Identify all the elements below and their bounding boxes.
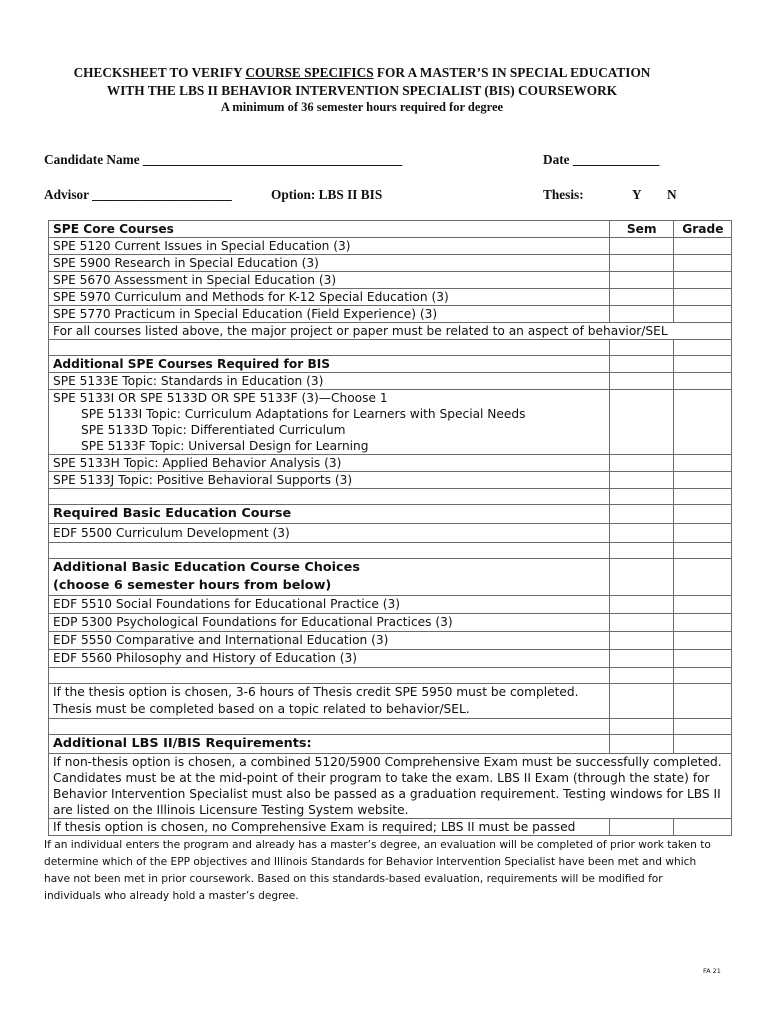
grade-column-header: Grade bbox=[673, 221, 731, 238]
title-line-1: CHECKSHEET TO VERIFY COURSE SPECIFICS FOR A MASTER’S IN SPECIAL EDUCATION bbox=[73, 65, 651, 80]
choose-one-label: SPE 5133I OR SPE 5133D OR SPE 5133F (3)—Choose 1 bbox=[53, 391, 388, 405]
table-row bbox=[49, 221, 732, 238]
date-field[interactable]: Date _____________ bbox=[543, 152, 660, 167]
sem-cell[interactable] bbox=[609, 238, 673, 255]
course-cell: SPE 5770 Practicum in Special Education (Field Experience) (3) bbox=[49, 306, 610, 323]
table-row bbox=[49, 373, 732, 390]
sem-cell[interactable] bbox=[609, 255, 673, 272]
grade-cell[interactable] bbox=[673, 614, 731, 632]
course-cell: SPE 5900 Research in Special Education (3) bbox=[49, 255, 610, 272]
choice-option: SPE 5133I Topic: Curriculum Adaptations for Learners with Special Needs bbox=[81, 407, 526, 421]
table-row bbox=[49, 668, 732, 684]
sem-cell[interactable] bbox=[609, 306, 673, 323]
course-cell: EDF 5500 Curriculum Development (3) bbox=[49, 524, 610, 543]
table-row bbox=[49, 543, 732, 559]
course-cell: EDF 5560 Philosophy and History of Education (3) bbox=[49, 650, 610, 668]
course-cell: EDP 5300 Psychological Foundations for Educational Practices (3) bbox=[49, 614, 610, 632]
course-checksheet-table bbox=[48, 220, 732, 836]
prior-degree-note: If an individual enters the program and already has a master’s degree, an evaluation will be completed of prior work taken to determine which of the EPP objectives and Illinois Standards for Behavior Intervention Specialist have been met and which have not been met in prior coursework. Based on this standards-based evaluation, requirements will be modified for individuals who already hold a master’s degree. bbox=[44, 839, 711, 902]
course-cell: SPE 5970 Curriculum and Methods for K-12 Special Education (3) bbox=[49, 289, 610, 306]
course-cell: EDF 5510 Social Foundations for Educational Practice (3) bbox=[49, 596, 610, 614]
basic-education-heading: Required Basic Education Course bbox=[49, 505, 610, 524]
table-row bbox=[49, 272, 732, 289]
choice-option: SPE 5133F Topic: Universal Design for Learning bbox=[81, 439, 369, 453]
choice-option: SPE 5133D Topic: Differentiated Curriculum bbox=[81, 423, 346, 437]
grade-cell[interactable] bbox=[673, 272, 731, 289]
title-line-3: A minimum of 36 semester hours required for degree bbox=[220, 100, 504, 114]
bis-courses-heading: Additional SPE Courses Required for BIS bbox=[49, 356, 610, 373]
table-row bbox=[49, 340, 732, 356]
grade-cell[interactable] bbox=[673, 632, 731, 650]
course-choice-cell bbox=[49, 390, 610, 455]
sem-cell[interactable] bbox=[609, 596, 673, 614]
table-row bbox=[49, 255, 732, 272]
table-row bbox=[49, 390, 732, 455]
sem-cell[interactable] bbox=[609, 650, 673, 668]
grade-cell[interactable] bbox=[673, 455, 731, 472]
lbs-requirements-heading: Additional LBS II/BIS Requirements: bbox=[49, 735, 610, 754]
course-cell: SPE 5133E Topic: Standards in Education (3) bbox=[49, 373, 610, 390]
table-row bbox=[49, 754, 732, 819]
table-row bbox=[49, 614, 732, 632]
table-row bbox=[49, 524, 732, 543]
table-row bbox=[49, 735, 732, 754]
candidate-name-field[interactable]: Candidate Name _______________________________________ bbox=[44, 152, 403, 167]
option-label: Option: LBS II BIS bbox=[271, 187, 383, 202]
sem-cell[interactable] bbox=[609, 272, 673, 289]
table-row bbox=[49, 505, 732, 524]
core-courses-heading: SPE Core Courses bbox=[49, 221, 610, 238]
thesis-option-note: If the thesis option is chosen, 3-6 hours of Thesis credit SPE 5950 must be completed. Thesis must be completed based on a topic related to behavior/SEL. bbox=[49, 684, 610, 719]
sem-cell[interactable] bbox=[609, 455, 673, 472]
grade-cell[interactable] bbox=[673, 238, 731, 255]
grade-cell[interactable] bbox=[673, 255, 731, 272]
table-row bbox=[49, 238, 732, 255]
course-cell: SPE 5670 Assessment in Special Education (3) bbox=[49, 272, 610, 289]
course-cell: SPE 5133H Topic: Applied Behavior Analysis (3) bbox=[49, 455, 610, 472]
table-row bbox=[49, 289, 732, 306]
table-row bbox=[49, 306, 732, 323]
thesis-no-option[interactable]: N bbox=[667, 187, 677, 202]
grade-cell[interactable] bbox=[673, 596, 731, 614]
table-row bbox=[49, 323, 732, 340]
table-row bbox=[49, 632, 732, 650]
sem-column-header: Sem bbox=[609, 221, 673, 238]
sem-cell[interactable] bbox=[609, 472, 673, 489]
title-underlined-phrase: COURSE SPECIFICS bbox=[245, 65, 374, 80]
core-courses-note: For all courses listed above, the major project or paper must be related to an aspect of behavior/SEL bbox=[49, 323, 732, 340]
document-title bbox=[0, 64, 724, 117]
sem-cell[interactable] bbox=[609, 524, 673, 543]
thesis-yes-option[interactable]: Y bbox=[632, 187, 642, 202]
grade-cell[interactable] bbox=[673, 390, 731, 455]
sem-cell[interactable] bbox=[609, 373, 673, 390]
grade-cell[interactable] bbox=[673, 289, 731, 306]
table-row bbox=[49, 455, 732, 472]
title-line-2: WITH THE LBS II BEHAVIOR INTERVENTION SPECIALIST (BIS) COURSEWORK bbox=[106, 82, 618, 98]
grade-cell[interactable] bbox=[673, 472, 731, 489]
table-row bbox=[49, 472, 732, 489]
table-row bbox=[49, 650, 732, 668]
table-row bbox=[49, 559, 732, 596]
table-row bbox=[49, 596, 732, 614]
sem-cell[interactable] bbox=[609, 390, 673, 455]
table-row bbox=[49, 489, 732, 505]
grade-cell[interactable] bbox=[673, 306, 731, 323]
sem-cell[interactable] bbox=[609, 632, 673, 650]
grade-cell[interactable] bbox=[673, 524, 731, 543]
grade-cell[interactable] bbox=[673, 650, 731, 668]
page-code: FA 21 bbox=[703, 967, 721, 975]
table-row bbox=[49, 356, 732, 373]
sem-cell[interactable] bbox=[609, 289, 673, 306]
lbs-thesis-requirement: If thesis option is chosen, no Comprehensive Exam is required; LBS II must be passed bbox=[49, 819, 610, 836]
table-row bbox=[49, 819, 732, 836]
advisor-field[interactable]: Advisor _____________________ bbox=[44, 187, 232, 202]
course-cell: SPE 5133J Topic: Positive Behavioral Supports (3) bbox=[49, 472, 610, 489]
basic-choices-heading: Additional Basic Education Course Choices (choose 6 semester hours from below) bbox=[49, 559, 610, 596]
sem-cell[interactable] bbox=[609, 614, 673, 632]
lbs-non-thesis-requirements: If non-thesis option is chosen, a combined 5120/5900 Comprehensive Exam must be successfully completed. Candidates must be at the mid-point of their program to take the exam. LBS II Exam (through the state) for Behavior Intervention Specialist must also be passed as a graduation requirement. Testing windows for LBS II are listed on the Illinois Licensure Testing System website. bbox=[49, 754, 732, 819]
thesis-label: Thesis: bbox=[543, 187, 584, 202]
course-cell: SPE 5120 Current Issues in Special Education (3) bbox=[49, 238, 610, 255]
grade-cell[interactable] bbox=[673, 373, 731, 390]
table-row bbox=[49, 684, 732, 719]
course-cell: EDF 5550 Comparative and International Education (3) bbox=[49, 632, 610, 650]
table-row bbox=[49, 719, 732, 735]
